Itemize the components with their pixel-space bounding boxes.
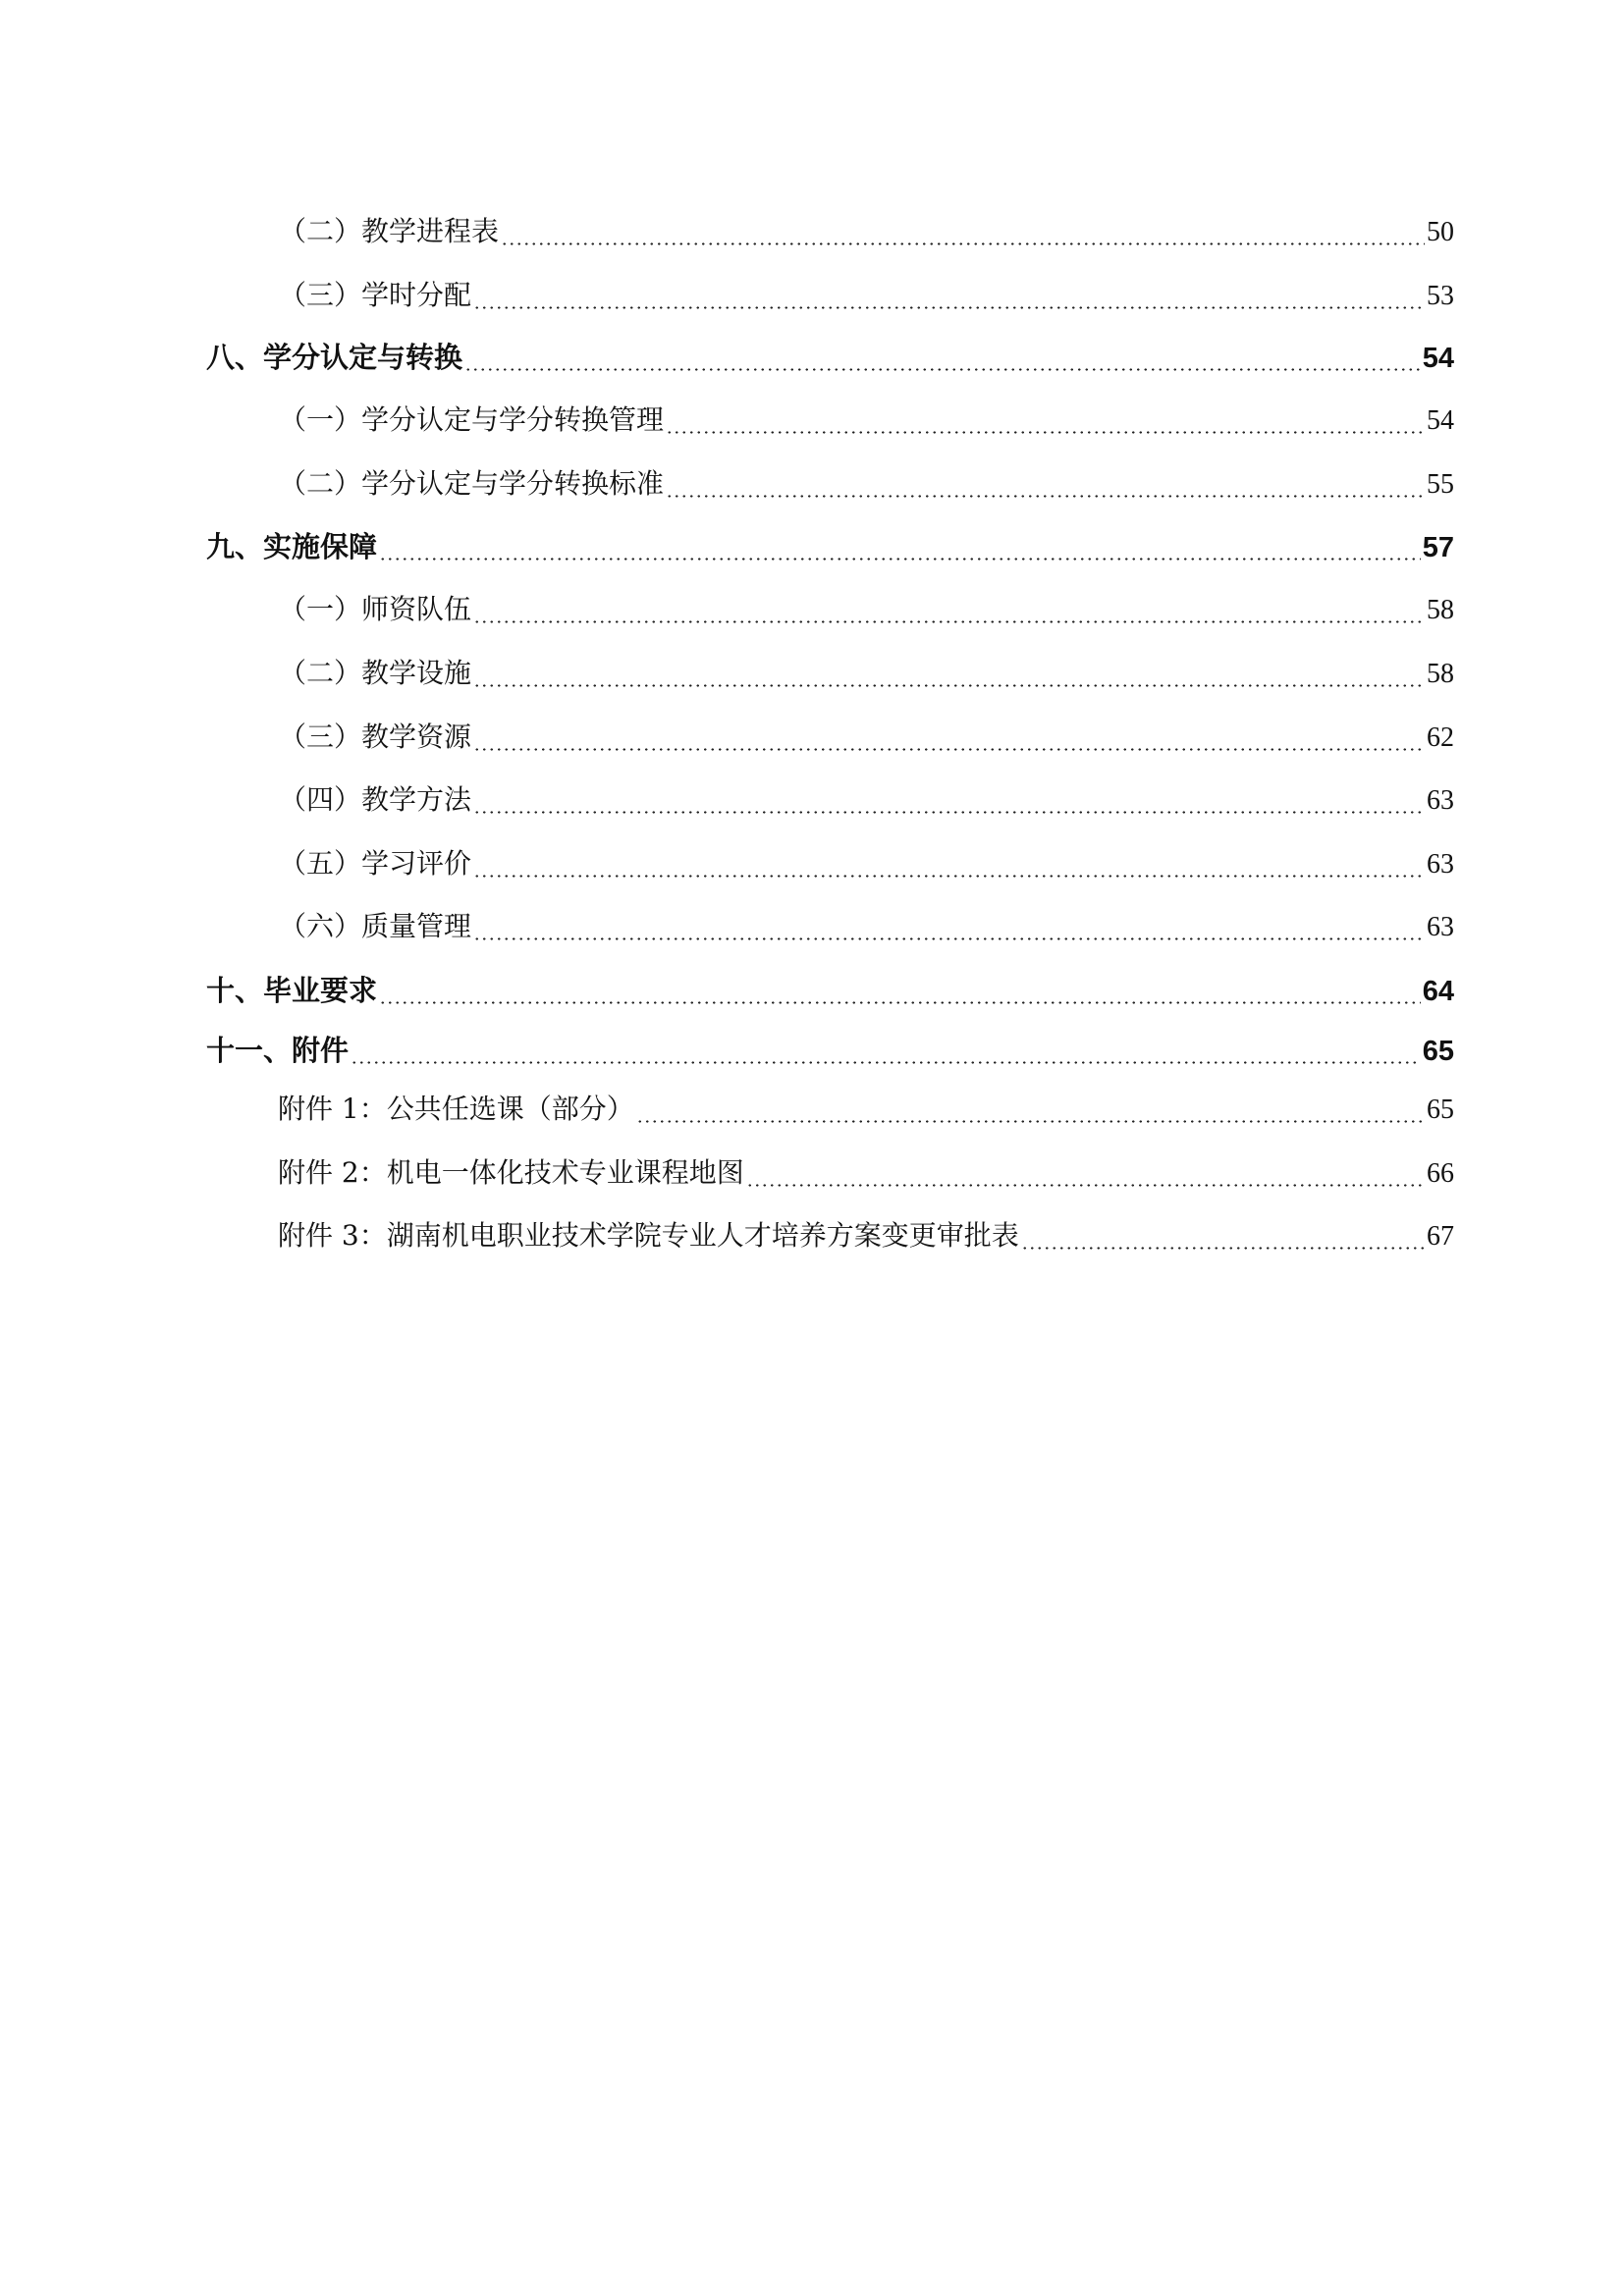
toc-entry-title: （六）质量管理 (279, 910, 472, 942)
toc-entry-evaluation[interactable] (279, 842, 1454, 885)
toc-entry-annex-3[interactable] (278, 1214, 1454, 1257)
toc-entry-facilities[interactable] (279, 652, 1454, 695)
toc-entry-page: 54 (1427, 405, 1454, 436)
toc-entry-title: （一）学分认定与学分转换管理 (279, 403, 665, 436)
dot-leader (473, 306, 1425, 309)
toc-entry-title: 十、毕业要求 (206, 974, 378, 1007)
toc-entry-title: （二）教学设施 (279, 657, 472, 689)
dot-leader (473, 875, 1425, 878)
toc-entry-title: （三）教学资源 (279, 721, 472, 753)
toc-entry-page: 54 (1422, 343, 1454, 374)
toc-entry-title: 附件 1：公共任选课（部分） (278, 1093, 634, 1125)
toc-entry-title: 十一、附件 (206, 1034, 350, 1067)
dot-leader (473, 937, 1425, 940)
toc-entry-page: 53 (1427, 281, 1454, 311)
toc-entry-graduation[interactable] (206, 969, 1454, 1012)
toc-entry-credit-standard[interactable] (279, 462, 1454, 506)
toc-entry-appendix[interactable] (206, 1029, 1454, 1072)
toc-entry-page: 57 (1422, 532, 1454, 563)
toc-entry-title: （三）学时分配 (279, 279, 472, 311)
dot-leader (666, 495, 1425, 498)
dot-leader (473, 811, 1425, 814)
toc-entry-title: （一）师资队伍 (279, 593, 472, 625)
dot-leader (473, 620, 1425, 623)
toc-entry-title: （二）学分认定与学分转换标准 (279, 467, 665, 500)
toc-entry-page: 63 (1427, 912, 1454, 942)
toc-entry-page: 50 (1427, 217, 1454, 247)
toc-entry-teaching-schedule[interactable] (279, 210, 1454, 253)
toc-entry-title: 九、实施保障 (206, 530, 378, 563)
toc-entry-page: 66 (1427, 1158, 1454, 1189)
toc-entry-page: 63 (1427, 849, 1454, 880)
toc-entry-credit-management[interactable] (279, 399, 1454, 442)
toc-entry-title: 八、学分认定与转换 (206, 341, 463, 374)
toc-entry-page: 67 (1427, 1221, 1454, 1252)
dot-leader (473, 748, 1425, 751)
toc-entry-annex-2[interactable] (278, 1151, 1454, 1195)
toc-entry-faculty[interactable] (279, 588, 1454, 631)
toc-entry-title: 附件 2：机电一体化技术专业课程地图 (278, 1156, 744, 1189)
toc-entry-page: 65 (1427, 1095, 1454, 1125)
toc-entry-implementation[interactable] (206, 525, 1454, 568)
dot-leader (501, 242, 1425, 245)
toc-entry-title: （二）教学进程表 (279, 215, 500, 247)
dot-leader (666, 431, 1425, 434)
toc-entry-quality[interactable] (279, 905, 1454, 948)
toc-entry-page: 58 (1427, 595, 1454, 625)
dot-leader (379, 558, 1421, 561)
dot-leader (636, 1120, 1425, 1123)
toc-entry-title: （五）学习评价 (279, 847, 472, 880)
toc-entry-title: 附件 3：湖南机电职业技术学院专业人才培养方案变更审批表 (278, 1219, 1019, 1252)
toc-entry-page: 65 (1422, 1036, 1454, 1067)
dot-leader (351, 1061, 1421, 1064)
toc-entry-title: （四）教学方法 (279, 783, 472, 816)
toc-entry-resources[interactable] (279, 716, 1454, 759)
toc-entry-page: 58 (1427, 659, 1454, 689)
dot-leader (473, 684, 1425, 687)
dot-leader (464, 368, 1421, 371)
dot-leader (1021, 1247, 1425, 1250)
dot-leader (379, 1001, 1421, 1004)
toc-entry-page: 63 (1427, 785, 1454, 816)
toc-entry-page: 62 (1427, 722, 1454, 753)
toc-entry-hour-allocation[interactable] (279, 274, 1454, 317)
toc-entry-annex-1[interactable] (278, 1088, 1454, 1131)
toc-entry-methods[interactable] (279, 778, 1454, 822)
toc-entry-credit-recognition[interactable] (206, 336, 1454, 379)
toc-entry-page: 64 (1422, 976, 1454, 1007)
dot-leader (746, 1184, 1425, 1187)
toc-entry-page: 55 (1427, 469, 1454, 500)
